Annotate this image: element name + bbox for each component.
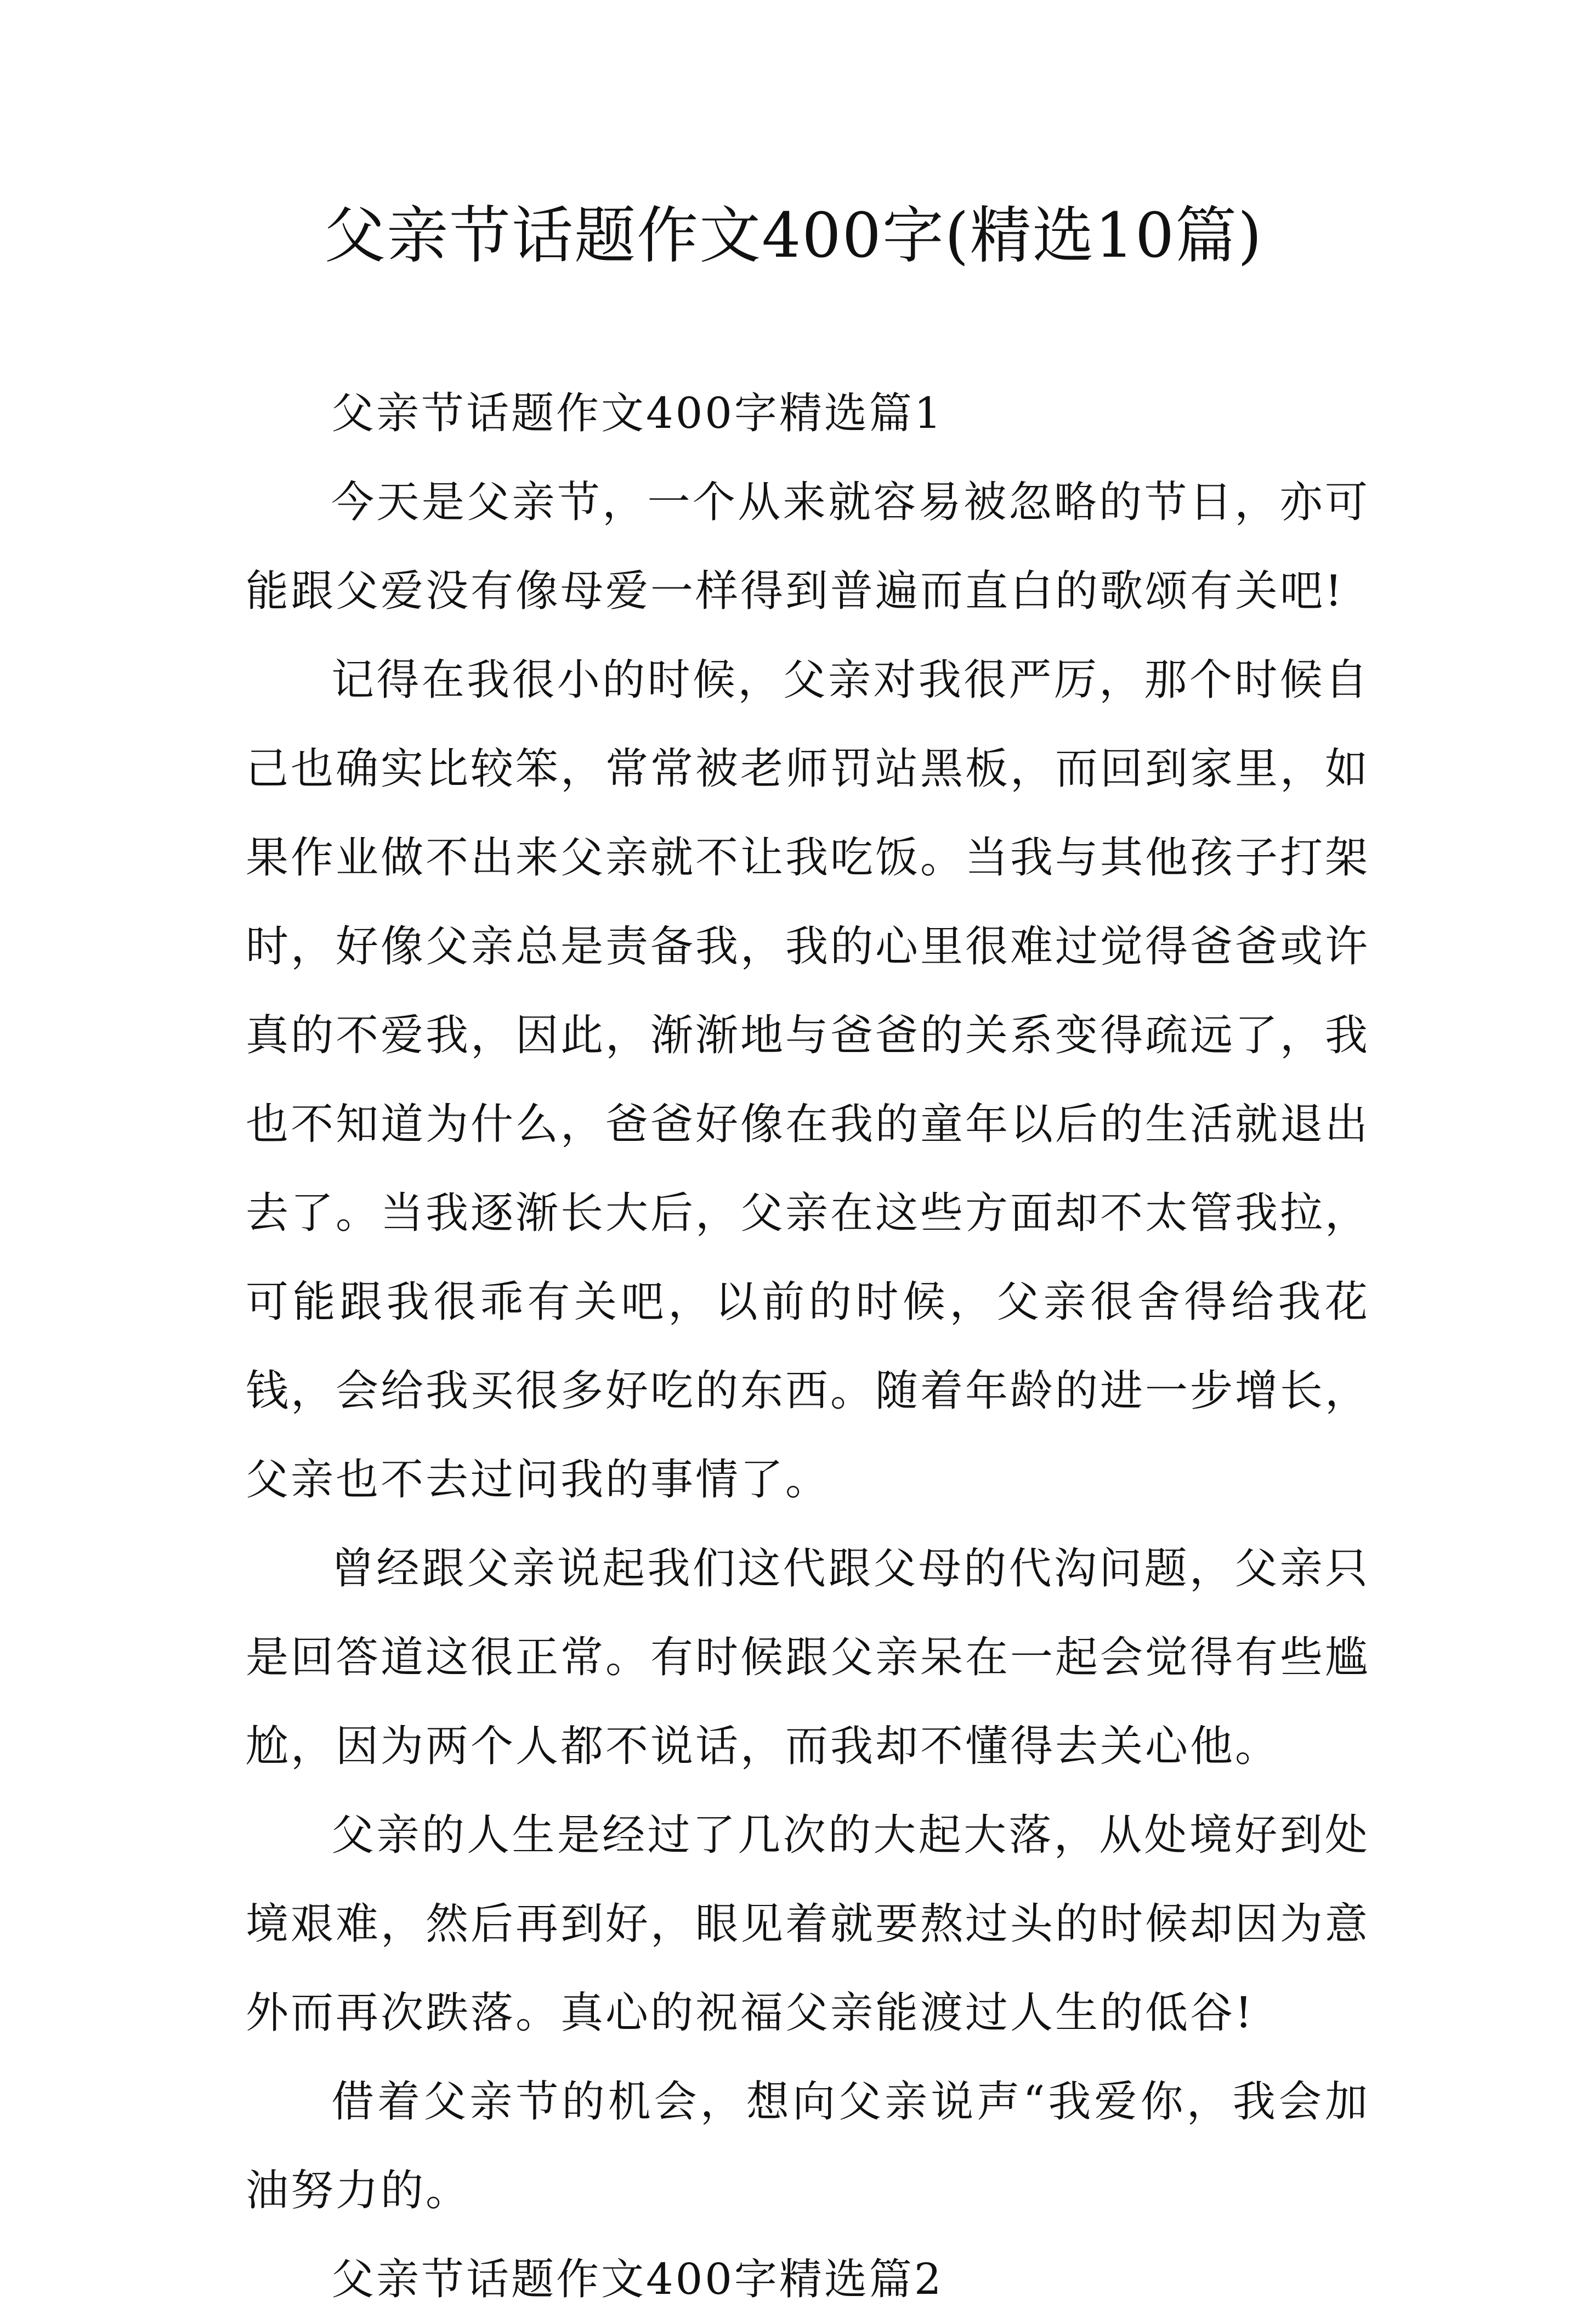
- paragraph: 今天是父亲节，一个从来就容易被忽略的节日，亦可能跟父爱没有像母爱一样得到普遍而直白的歌颂有关吧!: [246, 478, 1370, 616]
- document-body: [246, 369, 1370, 2324]
- section-heading-2: 父亲节话题作文400字精选篇2: [331, 2255, 944, 2304]
- document-title: 父亲节话题作文400字(精选10篇): [324, 200, 1263, 272]
- paragraph: 记得在我很小的时候，父亲对我很严厉，那个时候自己也确实比较笨，常常被老师罚站黑板，而回到家里，如果作业做不出来父亲就不让我吃饭。当我与其他孩子打架时，好像父亲总是责备我，我的心里很难过觉得爸爸或许真的不爱我，因此，渐渐地与爸爸的关系变得疏远了，我也不知道为什么，爸爸好像在我的童年以后的生活就退出去了。当我逐渐长大后，父亲在这些方面却不太管我拉，可能跟我很乖有关吧，以前的时候，父亲很舍得给我花钱，会给我买很多好吃的东西。随着年龄的进一步增长，父亲也不去过问我的事情了。: [246, 655, 1370, 1505]
- paragraph: 借着父亲节的机会，想向父亲说声“我爱你，我会加油努力的。: [246, 2077, 1370, 2215]
- paragraph: 曾经跟父亲说起我们这代跟父母的代沟问题，父亲只是回答道这很正常。有时候跟父亲呆在一起会觉得有些尴尬，因为两个人都不说话，而我却不懂得去关心他。: [246, 1544, 1370, 1771]
- section-heading-1: 父亲节话题作文400字精选篇1: [331, 389, 944, 438]
- paragraph: 父亲的人生是经过了几次的大起大落，从处境好到处境艰难，然后再到好，眼见着就要熬过头的时候却因为意外而再次跌落。真心的祝福父亲能渡过人生的低谷!: [246, 1811, 1370, 2038]
